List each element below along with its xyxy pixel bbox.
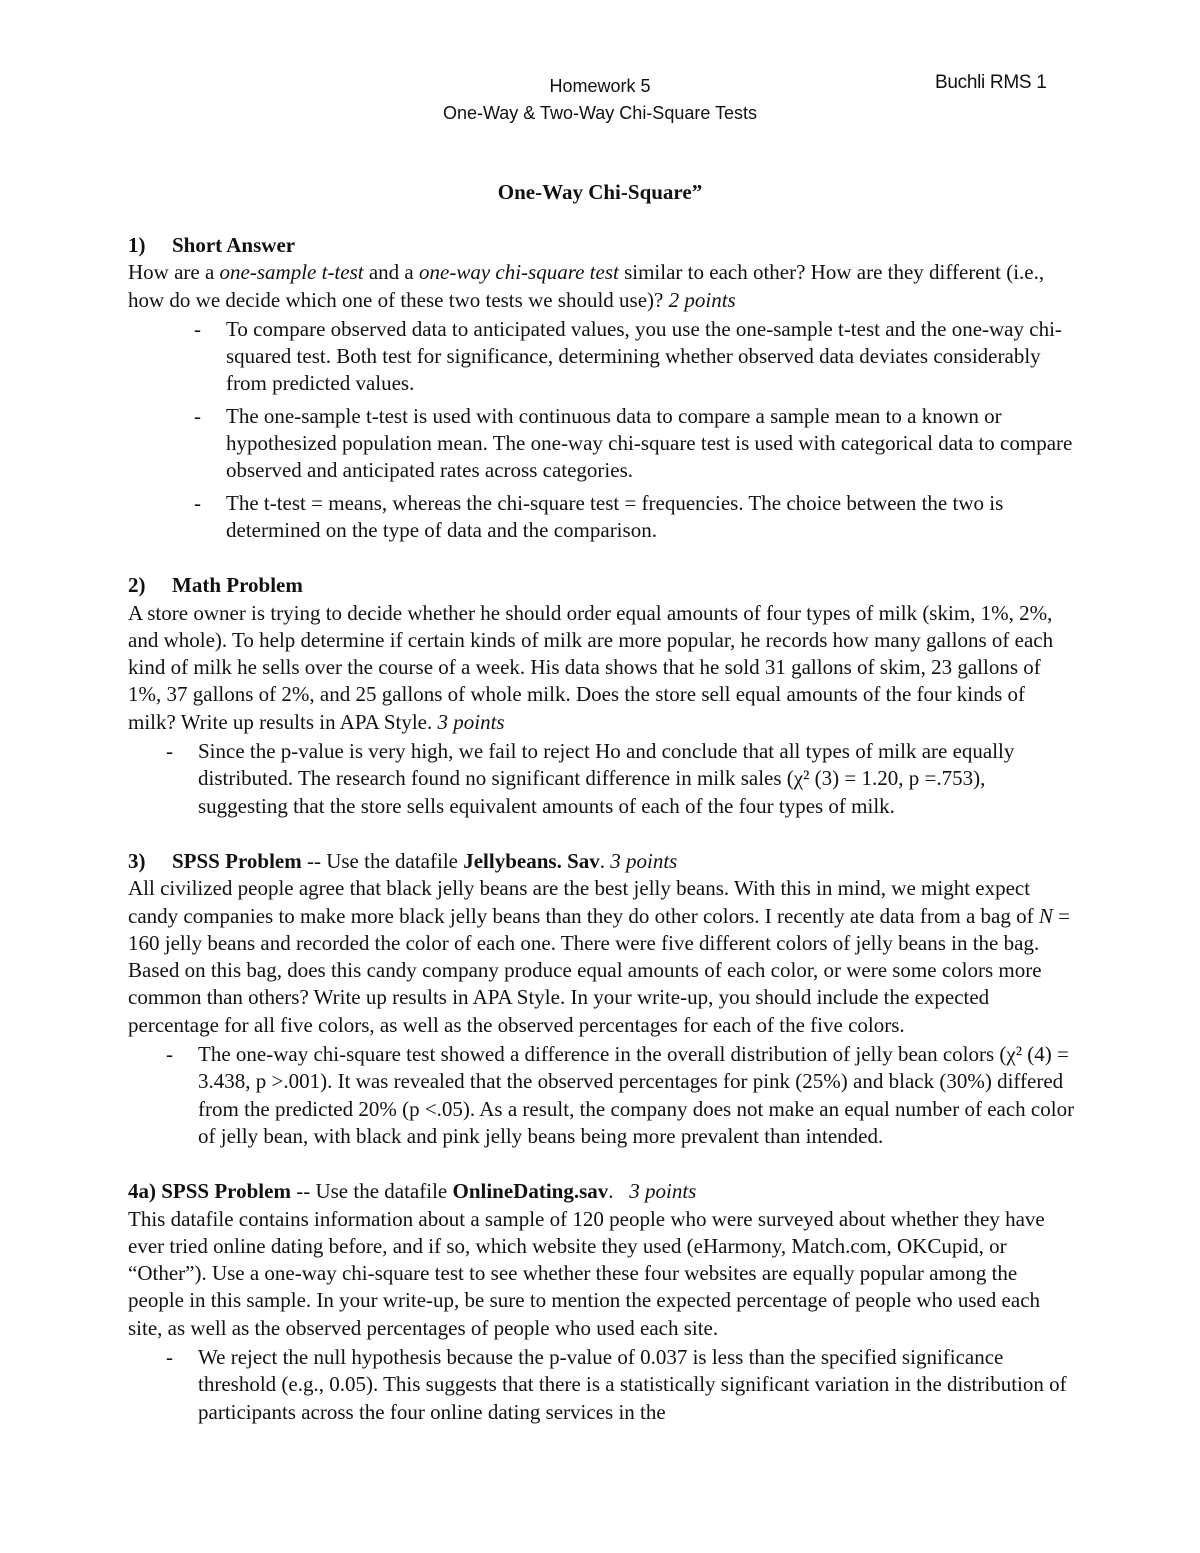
bullet-dash: - <box>166 1042 173 1067</box>
bullet-dash: - <box>166 1344 173 1369</box>
answer-item <box>128 1041 1078 1150</box>
q1-prompt-text-c: and a <box>363 260 419 285</box>
bullet-dash: - <box>194 403 201 428</box>
question-2-title: Math Problem <box>172 573 303 598</box>
q3-prompt-text-b: = 160 jelly beans and recorded the color of each one. There were five different colors of jelly beans in the bag. Based on this bag, does this candy company produce equal amounts of each color, or were some colors more common than others? Write up results in APA Style. In your write-up, you should include the expected percentage for all five colors, as well as the observed percentages for each of the five colors. <box>128 903 1070 1037</box>
question-4a-datafile: OnlineDating.sav <box>452 1179 609 1204</box>
answer-text: Since the p-value is very high, we fail to reject Ho and conclude that all types of milk are equally distributed. The research found no significant difference in milk sales (χ² (3) = 1.20, p =.753), suggesting that the store sells equivalent amounts of each of the four types of milk. <box>198 739 1015 818</box>
answer-item <box>128 403 1078 485</box>
q3-heading-sep: -- Use the datafile <box>301 848 464 873</box>
answer-text: The t-test = means, whereas the chi-square test = frequencies. The choice between the two is determined on the type of data and the comparison. <box>226 490 1004 542</box>
question-2-points: 3 points <box>437 709 505 734</box>
question-1-heading <box>128 232 1078 259</box>
q2-prompt-text: A store owner is trying to decide whether he should order equal amounts of four types of milk (skim, 1%, 2%, and whole). To help determine if certain kinds of milk are more popular, he records how many gallons of each kind of milk he sells over the course of a week. His data shows that he sold 31 gallons of skim, 23 gallons of 1%, 37 gallons of 2%, and 25 gallons of whole milk. Does the store sell equal amounts of the four kinds of milk? Write up results in APA Style. <box>128 600 1054 734</box>
bullet-dash: - <box>166 739 173 764</box>
question-3-heading <box>128 848 1078 875</box>
bullet-dash: - <box>194 316 201 341</box>
question-4a-heading <box>128 1178 1078 1205</box>
question-2-heading <box>128 572 1078 599</box>
question-3 <box>128 848 1078 1150</box>
question-3-prompt <box>128 875 1078 1039</box>
q1-prompt-term-chisq: one-way chi-square test <box>419 260 619 285</box>
question-3-datafile: Jellybeans. Sav <box>463 848 600 873</box>
q1-prompt-text-a: How are a <box>128 260 220 285</box>
document-body <box>128 232 1078 1431</box>
question-4a-title: 4a) SPSS Problem <box>128 1179 291 1204</box>
bullet-dash: - <box>194 490 201 515</box>
answer-item <box>128 316 1078 398</box>
document-subtitle: One-Way & Two-Way Chi-Square Tests <box>442 103 758 123</box>
question-2-prompt <box>128 600 1078 736</box>
question-1-points: 2 points <box>668 287 736 312</box>
question-2 <box>128 572 1078 820</box>
question-2-answers <box>128 738 1078 820</box>
document-title: Homework 5 <box>549 76 651 96</box>
q3-period: . <box>599 848 611 873</box>
answer-text: The one-way chi-square test showed a difference in the overall distribution of jelly bean colors (χ² (4) = 3.438, p >.001). It was revealed that the observed percentages for pink (25%) and black (30%) differed from the predicted 20% (p <.05). As a result, the company does not make an equal number of each color of jelly bean, with black and pink jelly beans being more prevalent than intended. <box>198 1042 1075 1148</box>
q4a-period: . <box>608 1179 630 1204</box>
question-1-number: 1) <box>128 233 146 257</box>
question-1-prompt <box>128 259 1078 314</box>
q3-prompt-n: N <box>1038 903 1053 928</box>
question-2-number: 2) <box>128 573 146 598</box>
question-1-answers <box>128 316 1078 544</box>
section-title: One-Way Chi-Square” <box>497 180 703 204</box>
q1-prompt-text-e: similar to each other? How are they different (i.e., how do we decide which one of these two tests we should use)? <box>128 260 1045 312</box>
answer-text: We reject the null hypothesis because the p-value of 0.037 is less than the specified significance threshold (e.g., 0.05). This suggests that there is a statistically significant variation in the distribution of participants across the four online dating services in the <box>198 1344 1067 1424</box>
q1-prompt-term-ttest: one-sample t-test <box>219 260 364 285</box>
question-1 <box>128 232 1078 544</box>
question-4a-prompt: This datafile contains information about a sample of 120 people who were surveyed about whether they have ever tried online dating before, and if so, which website they used (eHarmony, Match.com, OKCupid, or “Other”). Use a one-way chi-square test to see whether these four websites are equally popular among the people in this sample. In your write-up, be sure to mention the expected percentage of people who used each site, as well as the observed percentages of people who used each site. <box>128 1206 1045 1340</box>
q3-prompt-text-a: All civilized people agree that black jelly beans are the best jelly beans. With this in mind, we might expect candy companies to make more black jelly beans than they do other colors. I recently ate data from a bag of <box>128 876 1039 928</box>
question-3-number: 3) <box>128 848 146 873</box>
question-4a-points: 3 points <box>629 1179 697 1204</box>
q4a-heading-sep: -- Use the datafile <box>290 1179 453 1204</box>
question-3-points: 3 points <box>610 848 678 873</box>
question-4a <box>128 1178 1078 1426</box>
answer-item <box>128 490 1078 545</box>
question-3-title: SPSS Problem <box>172 848 302 873</box>
question-4a-answers <box>128 1344 1078 1426</box>
running-header: Buchli RMS 1 <box>935 72 1047 93</box>
answer-text: The one-sample t-test is used with continuous data to compare a sample mean to a known or hypothesized population mean. The one-way chi-square test is used with categorical data to compare observed and anticipated rates across categories. <box>226 403 1073 483</box>
answer-item <box>128 1344 1078 1426</box>
answer-item <box>128 738 1078 820</box>
question-3-answers <box>128 1041 1078 1150</box>
question-1-title: Short Answer <box>172 233 296 257</box>
answer-text: To compare observed data to anticipated values, you use the one-sample t-test and the one-way chi-squared test. Both test for significance, determining whether observed data deviates considerably from predicted values. <box>226 316 1062 396</box>
